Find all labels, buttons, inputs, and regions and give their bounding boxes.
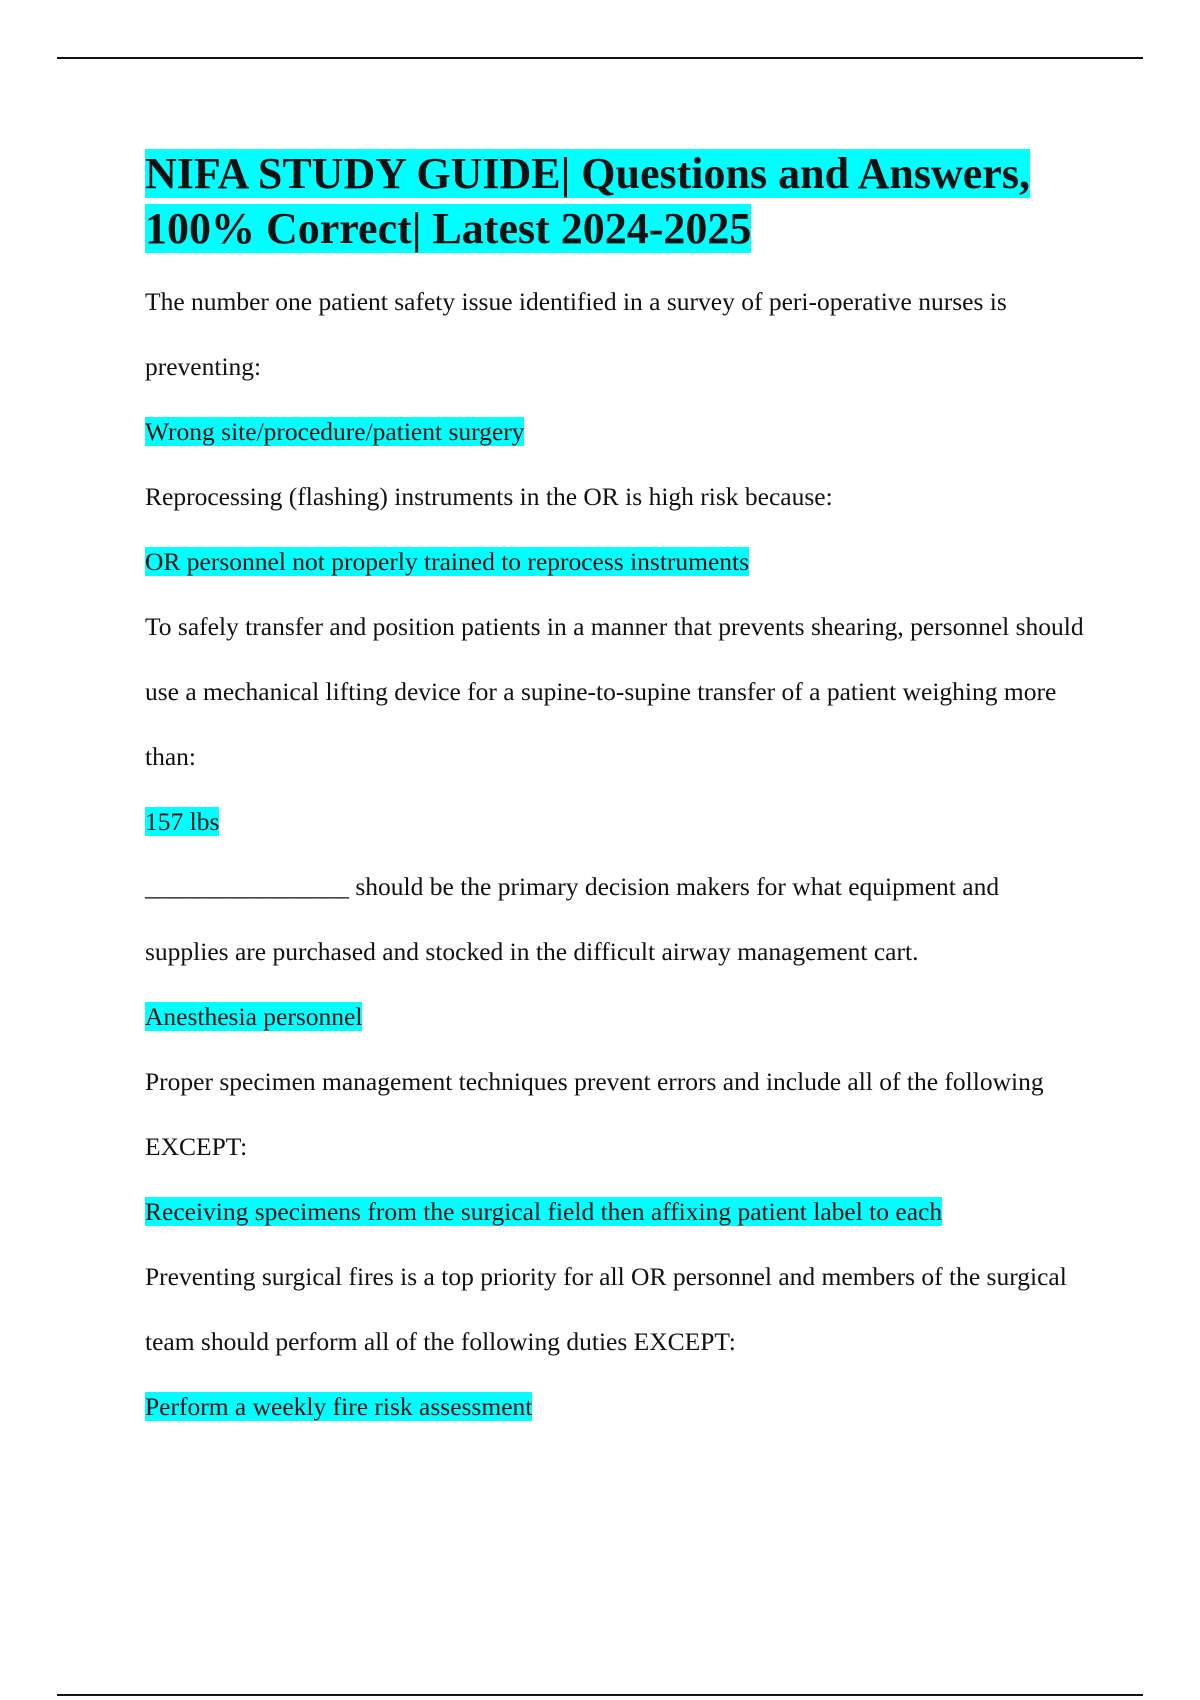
document-title (145, 146, 1085, 256)
document-body (145, 146, 1085, 1439)
header-rule (57, 57, 1143, 59)
question-3: To safely transfer and position patients in a manner that prevents shearing, personnel should use a mechanical lifting device for a supine-to-supine transfer of a patient weighing more than: (145, 612, 1084, 771)
answer-5 (145, 1179, 1085, 1244)
answer-1 (145, 399, 1085, 464)
footer-rule (57, 1694, 1143, 1696)
answer-6-highlight: Perform a weekly fire risk assessment (145, 1392, 533, 1421)
answer-3 (145, 789, 1085, 854)
qa-item-4 (145, 854, 1085, 1049)
answer-3-highlight: 157 lbs (145, 807, 220, 836)
answer-1-highlight: Wrong site/procedure/patient surgery (145, 417, 525, 446)
qa-item-3 (145, 594, 1085, 854)
answer-2 (145, 529, 1085, 594)
answer-4 (145, 984, 1085, 1049)
document-title-text: NIFA STUDY GUIDE| Questions and Answers, 100% Correct| Latest 2024-2025 (145, 149, 1030, 253)
question-5: Proper specimen management techniques prevent errors and include all of the following EXCEPT: (145, 1067, 1044, 1161)
question-4: ________________ should be the primary decision makers for what equipment and supplies are purchased and stocked in the difficult airway management cart. (145, 872, 1000, 966)
answer-2-highlight: OR personnel not properly trained to reprocess instruments (145, 547, 750, 576)
answer-5-highlight: Receiving specimens from the surgical field then affixing patient label to each (145, 1197, 943, 1226)
question-2: Reprocessing (flashing) instruments in the OR is high risk because: (145, 482, 833, 511)
qa-item-6 (145, 1244, 1085, 1439)
qa-item-1 (145, 269, 1085, 464)
answer-4-highlight: Anesthesia personnel (145, 1002, 363, 1031)
answer-6 (145, 1374, 1085, 1439)
qa-item-5 (145, 1049, 1085, 1244)
question-6: Preventing surgical fires is a top priority for all OR personnel and members of the surgical team should perform all of the following duties EXCEPT: (145, 1262, 1067, 1356)
qa-item-2 (145, 464, 1085, 594)
question-1: The number one patient safety issue identified in a survey of peri-operative nurses is preventing: (145, 287, 1007, 381)
